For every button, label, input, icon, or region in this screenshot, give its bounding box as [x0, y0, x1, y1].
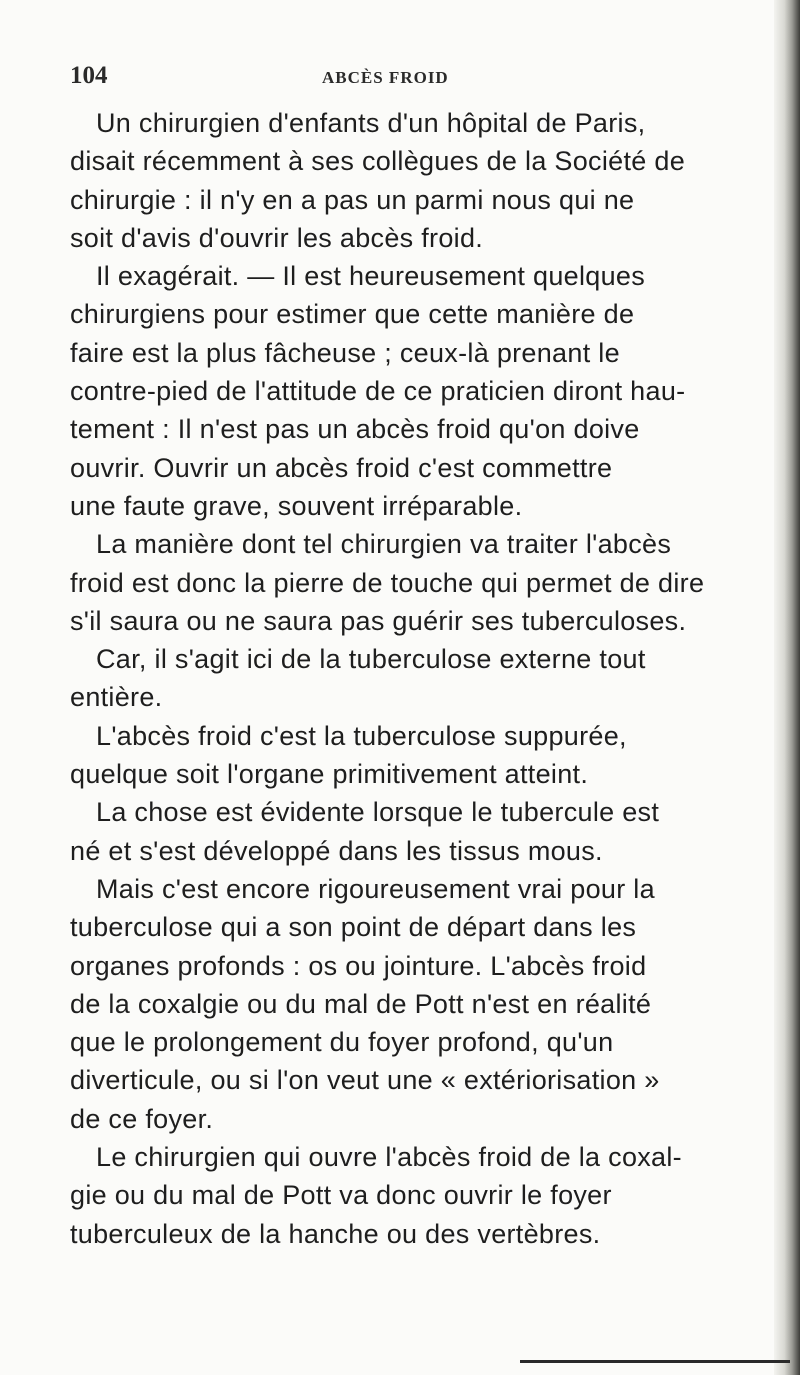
- text-line: froid est donc la pierre de touche qui permet de dire: [70, 567, 705, 598]
- text-line: Mais c'est encore rigoureusement vrai pour la: [96, 873, 655, 904]
- text-line: chirurgie : il n'y en a pas un parmi nous qui ne: [70, 184, 635, 215]
- page-header: [70, 64, 750, 94]
- text-line: tement : Il n'est pas un abcès froid qu'on doive: [70, 414, 640, 445]
- text-line: s'il saura ou ne saura pas guérir ses tuberculoses.: [70, 605, 687, 636]
- running-title: ABCÈS FROID: [322, 68, 449, 87]
- text-line: Car, il s'agit ici de la tuberculose externe tout: [96, 644, 646, 675]
- text-line: soit d'avis d'ouvrir les abcès froid.: [70, 222, 484, 253]
- text-line: Un chirurgien d'enfants d'un hôpital de Paris,: [96, 108, 646, 138]
- page-number: 104: [70, 62, 108, 89]
- text-line: Le chirurgien qui ouvre l'abcès froid de la coxal-: [96, 1142, 682, 1173]
- text-line: organes profonds : os ou jointure. L'abcès froid: [70, 950, 647, 981]
- text-line: que le prolongement du foyer profond, qu'un: [70, 1027, 614, 1058]
- text-line: de ce foyer.: [70, 1103, 214, 1134]
- text-line: La manière dont tel chirurgien va traiter l'abcès: [96, 529, 672, 560]
- text-line: diverticule, ou si l'on veut une « extériorisation »: [70, 1065, 660, 1096]
- text-line: tuberculeux de la hanche ou des vertèbres.: [70, 1218, 601, 1249]
- text-line: disait récemment à ses collègues de la Société de: [70, 146, 686, 177]
- body-text: [70, 104, 718, 1253]
- text-line: tuberculose qui a son point de départ dans les: [70, 912, 637, 943]
- page-edge-shadow: [774, 0, 800, 1375]
- text-line: L'abcès froid c'est la tuberculose suppurée,: [96, 720, 627, 751]
- text-line: entière.: [70, 682, 163, 713]
- text-line: ouvrir. Ouvrir un abcès froid c'est commettre: [70, 452, 613, 483]
- text-line: une faute grave, souvent irréparable.: [70, 490, 523, 521]
- text-line: contre-pied de l'attitude de ce praticien diront hau-: [70, 376, 686, 407]
- text-line: de la coxalgie ou du mal de Pott n'est en réalité: [70, 988, 652, 1019]
- text-line: gie ou du mal de Pott va donc ouvrir le foyer: [70, 1180, 612, 1211]
- text-line: chirurgiens pour estimer que cette manière de: [70, 299, 635, 330]
- text-line: faire est la plus fâcheuse ; ceux-là prenant le: [70, 337, 620, 368]
- bottom-edge-rule: [520, 1360, 790, 1363]
- text-line: né et s'est développé dans les tissus mous.: [70, 835, 603, 866]
- text-line: La chose est évidente lorsque le tubercule est: [96, 797, 660, 828]
- text-line: Il exagérait. — Il est heureusement quelques: [96, 261, 646, 292]
- text-line: quelque soit l'organe primitivement atteint.: [70, 759, 589, 790]
